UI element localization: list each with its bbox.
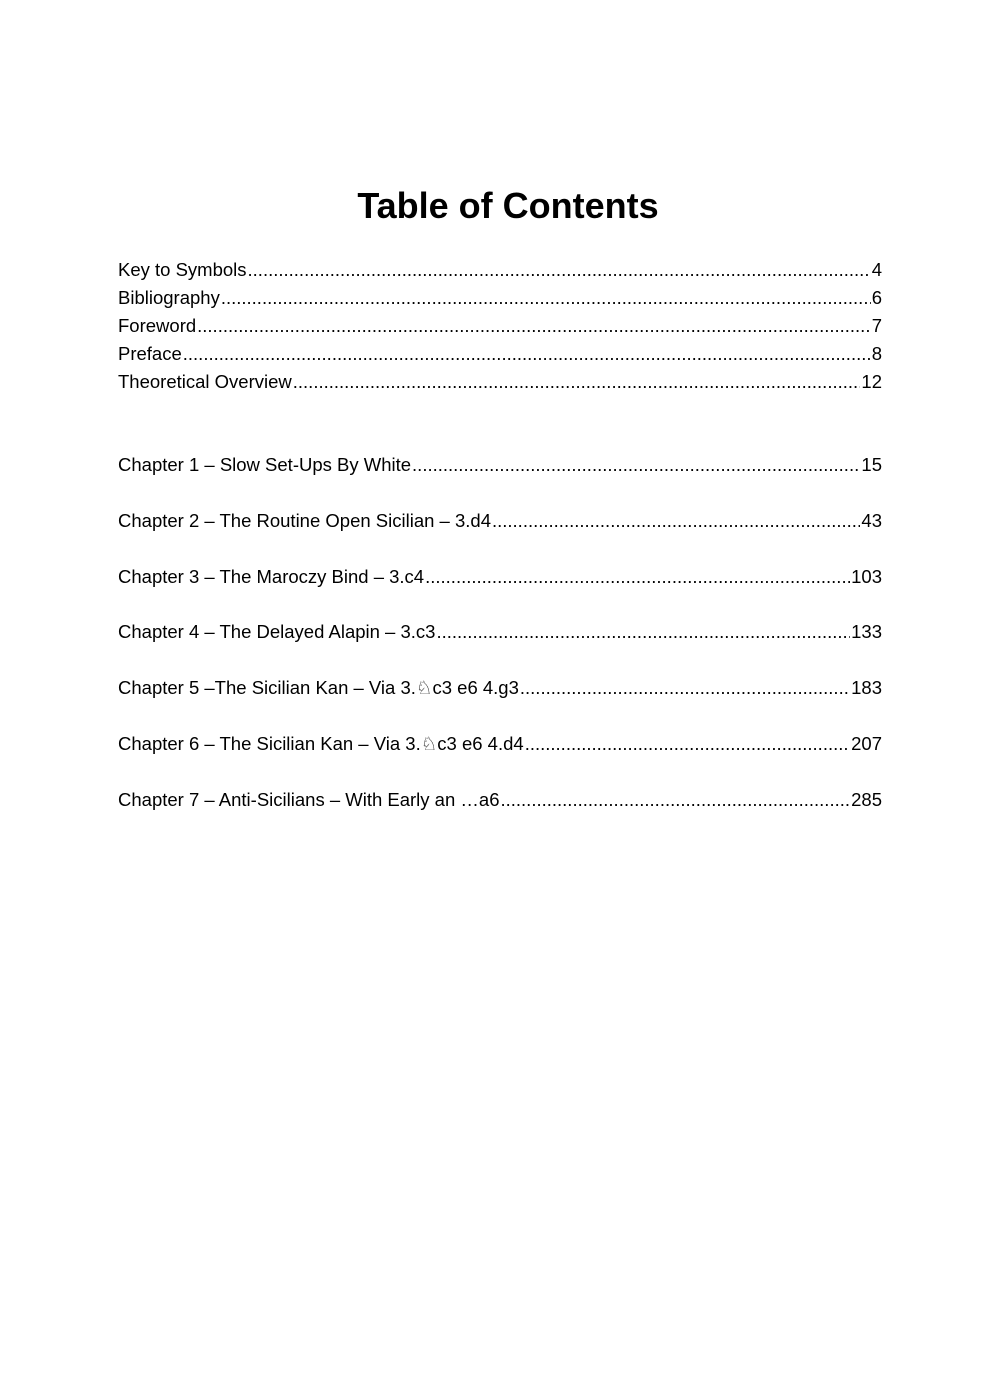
toc-entry-page: 7 <box>871 315 882 336</box>
toc-entry-page: 43 <box>861 509 882 531</box>
dot-leader <box>183 340 871 368</box>
dot-leader <box>520 674 850 702</box>
dot-leader <box>221 284 871 312</box>
dot-leader <box>436 618 850 646</box>
dot-leader <box>197 312 871 340</box>
toc-entry-key-to-symbols <box>118 256 882 284</box>
toc-entry-label: Chapter 4 – The Delayed Alapin – 3.c3 <box>118 621 436 643</box>
toc-entry-page: 4 <box>871 259 882 280</box>
dot-leader <box>425 563 850 591</box>
toc-entry-label: Chapter 1 – Slow Set-Ups By White <box>118 454 412 475</box>
dot-leader <box>412 451 860 479</box>
toc-entry-page: 207 <box>851 732 882 754</box>
toc-entry-chapter-2 <box>118 507 882 535</box>
toc-entry-preface <box>118 340 882 368</box>
dot-leader <box>500 786 850 814</box>
toc-entry-foreword <box>118 312 882 340</box>
dot-leader <box>248 256 871 284</box>
toc-chapters <box>118 451 882 842</box>
toc-entry-bibliography <box>118 284 882 312</box>
toc-entry-page: 6 <box>871 287 882 308</box>
toc-entry-chapter-4 <box>118 618 882 646</box>
toc-entry-label: Chapter 3 – The Maroczy Bind – 3.c4 <box>118 565 425 587</box>
toc-entry-chapter-7 <box>118 786 882 814</box>
toc-entry-page: 103 <box>851 565 882 587</box>
toc-entry-page: 183 <box>851 677 882 699</box>
toc-entry-chapter-5 <box>118 674 882 702</box>
toc-entry-label: Theoretical Overview <box>118 371 292 392</box>
page-title: Table of Contents <box>357 185 659 226</box>
toc-entry-chapter-3 <box>118 563 882 591</box>
toc-entry-page: 12 <box>861 371 882 392</box>
toc-entry-page: 133 <box>851 621 882 643</box>
toc-entry-label: Chapter 7 – Anti-Sicilians – With Early an …a6 <box>118 788 500 810</box>
toc-entry-theoretical-overview <box>118 368 882 396</box>
toc-entry-page: 15 <box>861 454 882 475</box>
toc-entry-chapter-1 <box>118 451 882 479</box>
toc-entry-label: Foreword <box>118 315 197 336</box>
toc-entry-label: Preface <box>118 343 182 364</box>
dot-leader <box>492 507 860 535</box>
dot-leader <box>525 730 850 758</box>
toc-entry-page: 285 <box>851 788 882 810</box>
toc-entry-label: Chapter 2 – The Routine Open Sicilian – 3.d4 <box>118 509 491 531</box>
toc-entry-label: Key to Symbols <box>118 259 247 280</box>
toc-front-matter <box>118 256 882 396</box>
toc-entry-page: 8 <box>871 343 882 364</box>
toc-entry-label: Bibliography <box>118 287 220 308</box>
toc-entry-chapter-6 <box>118 730 882 758</box>
toc-entry-label: Chapter 6 – The Sicilian Kan – Via 3.♘c3 e6 4.d4 <box>118 732 524 754</box>
toc-entry-label: Chapter 5 –The Sicilian Kan – Via 3.♘c3 e6 4.g3 <box>118 677 519 699</box>
dot-leader <box>293 368 861 396</box>
